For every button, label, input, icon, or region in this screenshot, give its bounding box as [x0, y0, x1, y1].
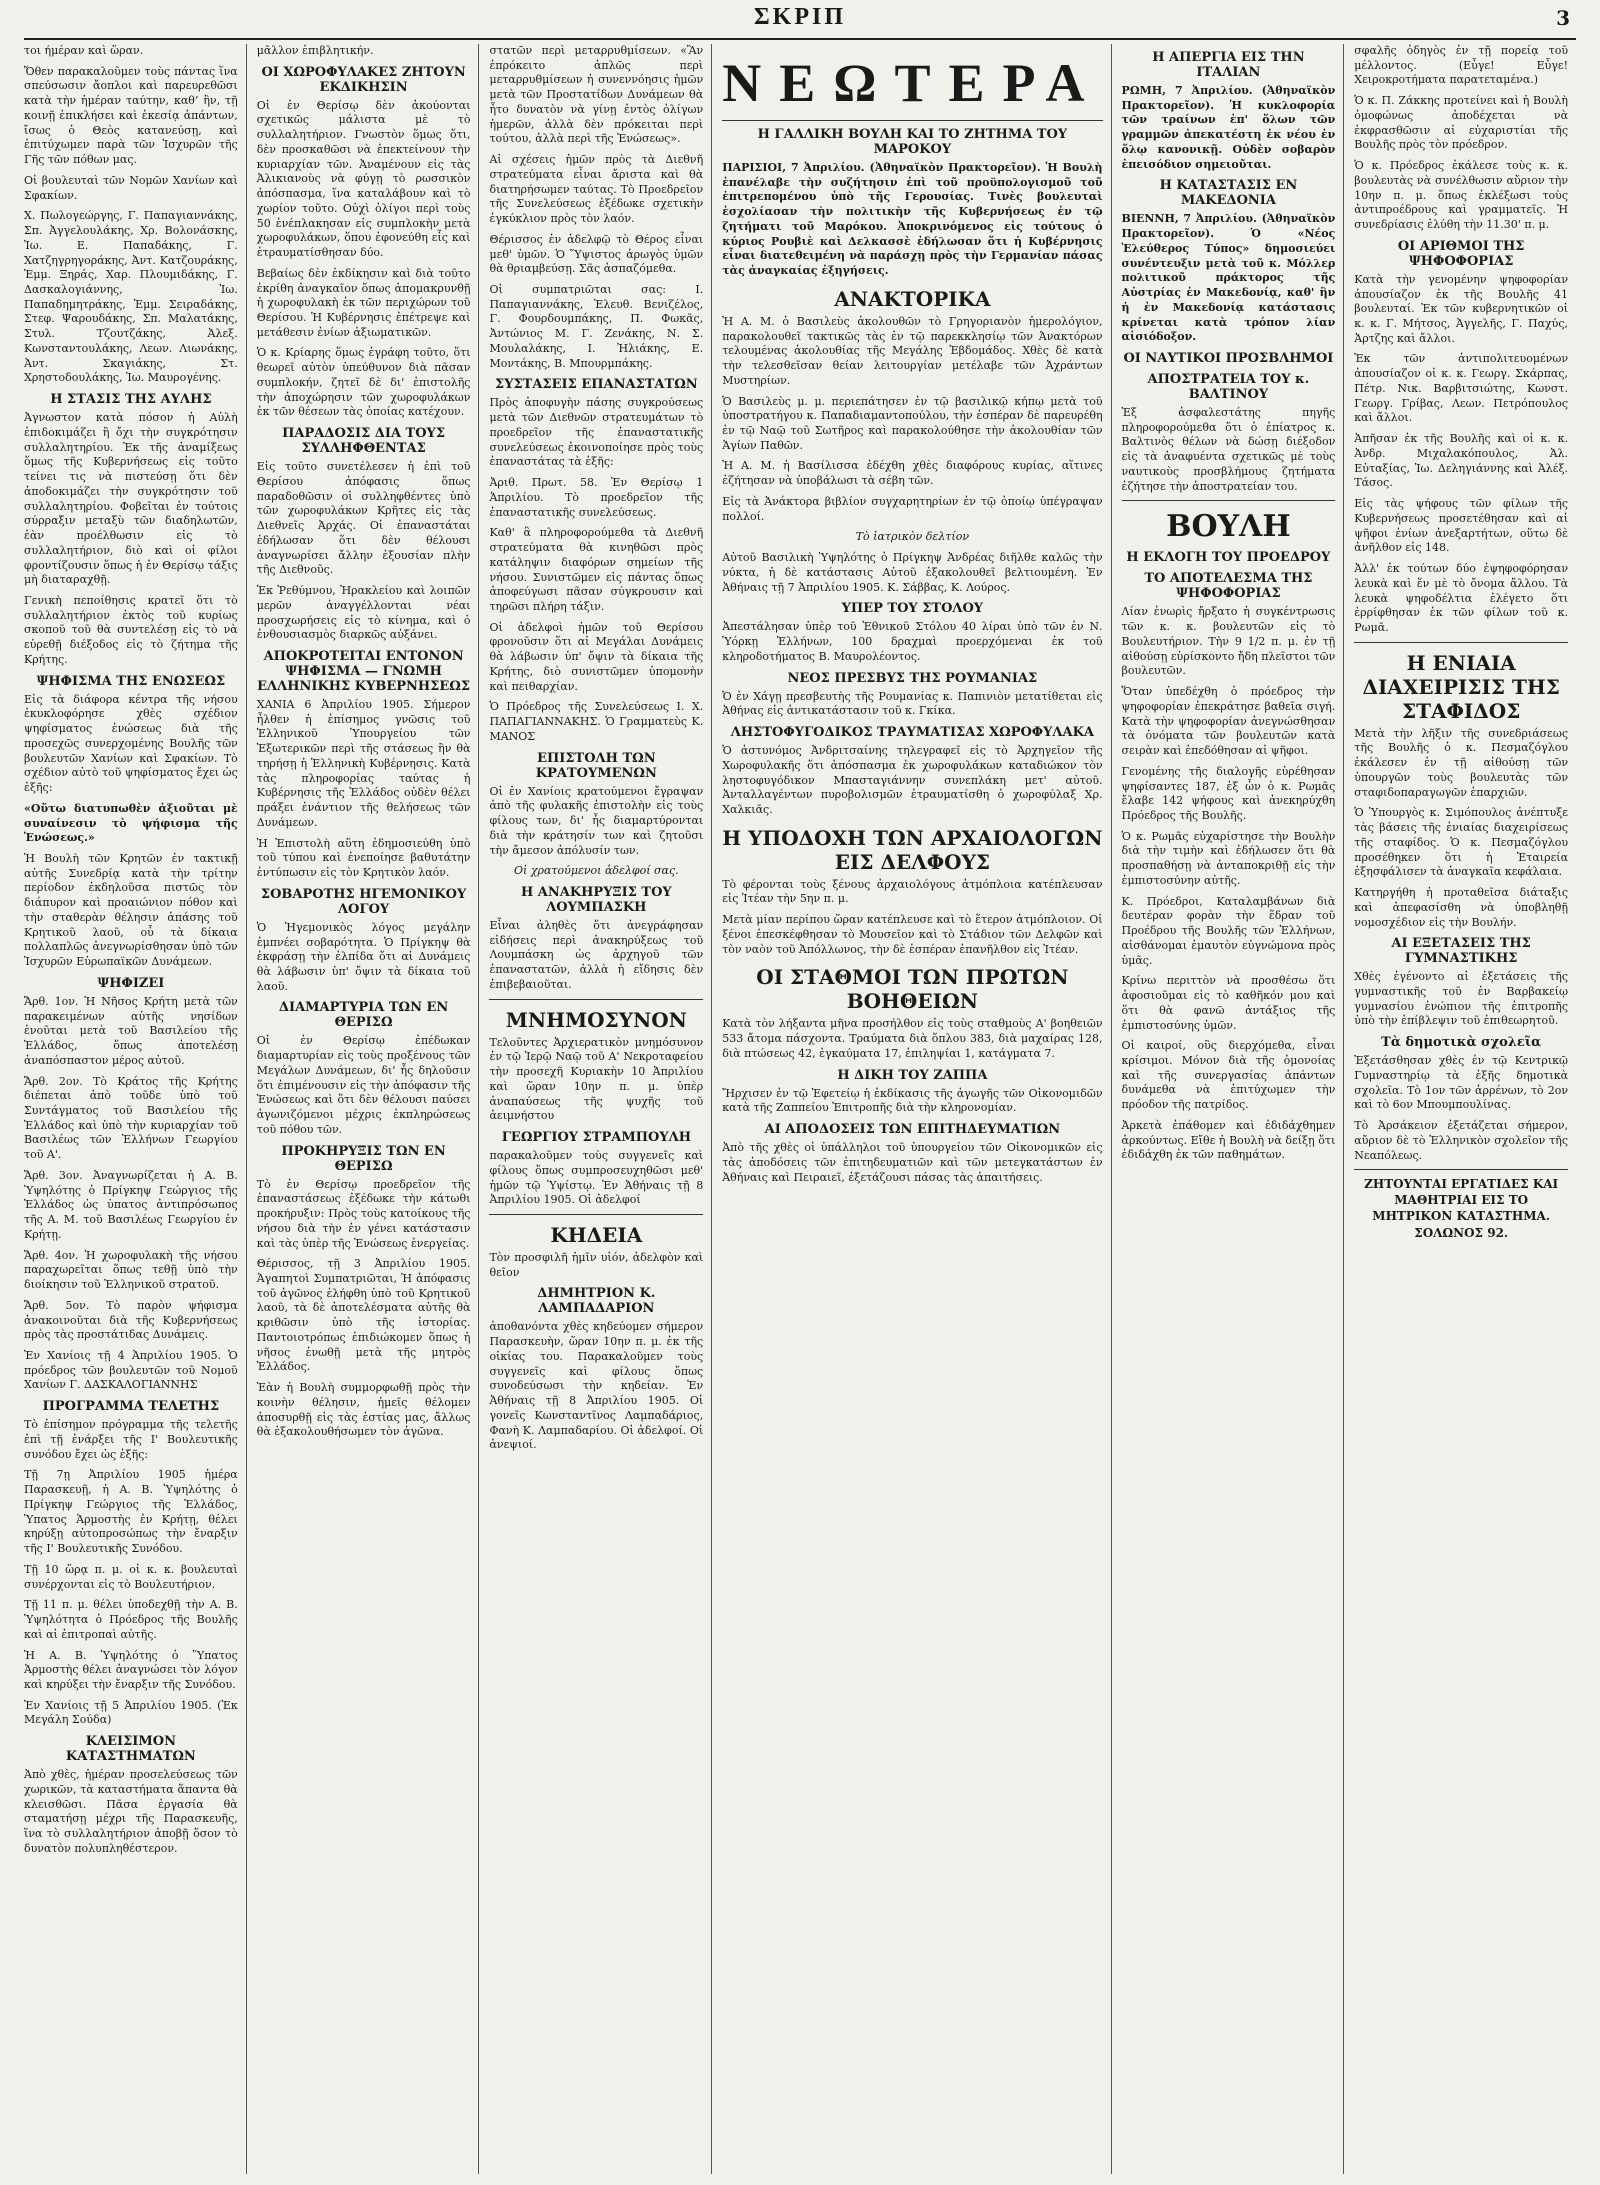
- article-text: Εἶναι ἀληθὲς ὅτι ἀνεγράφησαν εἰδήσεις περὶ ἀνακηρύξεως τοῦ Λουμπάσκη ὡς ἀρχηγοῦ τῶν ἐπαναστατῶν, ἀλλὰ ἡ εἴδησις δὲν ἐπιβεβαιοῦται.: [489, 918, 704, 991]
- headline: ΚΛΕΙΣΙΜΟΝ ΚΑΤΑΣΤΗΜΑΤΩΝ: [65, 1734, 196, 1765]
- masthead: [24, 0, 1576, 40]
- section-title: ΝΕΩΤΕΡΑ: [722, 53, 1103, 113]
- headline: ΚΗΔΕΙΑ: [550, 1223, 643, 1247]
- headline: Η ΚΑΤΑΣΤΑΣΙΣ ΕΝ ΜΑΚΕΔΟΝΙΑ: [1159, 178, 1298, 209]
- headline: ΑΠΟΣΤΡΑΤΕΙΑ ΤΟΥ κ. ΒΑΛΤΙΝΟΥ: [1147, 372, 1310, 403]
- article-text: ΧΑΝΙΑ 6 Ἀπριλίου 1905. Σήμερον ἦλθεν ἡ ἐπίσημος γνῶσις τοῦ Ἑλληνικοῦ Ὑπουργείου τῶν Ἐξωτερικῶν περὶ τῆς στάσεως ἣν θὰ τηρήσῃ ἡ Ἑλληνικὴ Κυβέρνησις. Κατὰ τὰς πληροφορίας ταύτας ἡ Κυβέρνησις τῆς Ἑλλάδος οὐδὲν θέλει πράξει ἐνάντιον τῆς θελήσεως τῶν Δυνάμεων.: [256, 697, 471, 829]
- article-text: Ἀπῆσαν ἐκ τῆς Βουλῆς καὶ οἱ κ. κ. Ἀνδρ. Μιχαλακόπουλος, Ἀλ. Εὐταξίας, Ἰω. Δεληγιάννης καὶ Ἀλέξ. Τάσος.: [1354, 432, 1569, 490]
- article-text: Ὁ Ὑπουργὸς κ. Σιμόπουλος ἀνέπτυξε τὰς βάσεις τῆς ἐνιαίας διαχειρίσεως τῆς σταφίδος. Ὁ κ. Πεσμαζόγλου προσέθηκεν ὅτι ἡ Ἑταιρεία ἐξησφάλισεν τὰ ἀναγκαῖα κεφάλαια.: [1354, 806, 1569, 879]
- article-text: Τὸ ἐπίσημον πρόγραμμα τῆς τελετῆς ἐπὶ τῇ ἐνάρξει τῆς Ι' Βουλευτικῆς συνόδου ἔχει ὡς ἑξῆς:: [24, 1418, 238, 1461]
- headline: ΜΝΗΜΟΣΥΝΟΝ: [505, 1007, 687, 1032]
- article-text: Αὐτοῦ Βασιλικὴ Ὑψηλότης ὁ Πρίγκηψ Ἀνδρέας διῆλθε καλῶς τὴν νύκτα, ἡ δὲ κατάστασις Αὐτοῦ ἐξακολουθεῖ βελτιουμένη. Ἐν Ἀθήναις τῇ 7 Ἀπριλίου 1905. Κ. Σάββας, Κ. Λούρος.: [722, 551, 1103, 594]
- headline: Η ΑΠΕΡΓΙΑ ΕΙΣ ΤΗΝ ΙΤΑΛΙΑΝ: [1152, 50, 1305, 80]
- columns: [24, 44, 1576, 2174]
- divider: [1354, 1169, 1568, 1170]
- article-text: Ἡ Α. Μ. ἡ Βασίλισσα ἐδέχθη χθὲς διαφόρους κυρίας, αἵτινες ἐζήτησαν νὰ ὑποβάλωσι τὰ σέβη τῶν.: [722, 459, 1103, 488]
- article-text: Κατὰ τὸν λήξαντα μῆνα προσήλθον εἰς τοὺς σταθμοὺς Α' βοηθειῶν 533 ἄτομα πάσχοντα. Τραύματα διὰ ὅπλου 383, διὰ μαχαίρας 128, διὰ πτώσεως 42, ἐγκαύματα 17, ἐπιληψίαι 1, κατάγματα 7.: [722, 1017, 1103, 1060]
- newspaper-title: ΣΚΡΙΠ: [753, 4, 847, 30]
- article-text: Ὁ ἀστυνόμος Ἀνδριτσαίνης τηλεγραφεῖ εἰς τὸ Ἀρχηγεῖον τῆς Χωροφυλακῆς ὅτι ἀπόσπασμα ἐκ χωροφυλάκων καταδιώκον τὸν ληστοφυγόδικον Μπασταγιάννην συνεπλάκη μετ' αὐτοῦ. Ἀνταλλαγέντων πυροβολισμῶν ἐτραυματίσθη ὁ χωροφύλαξ Χρ. Χαλκιᾶς.: [722, 744, 1103, 816]
- page-number: 3: [1556, 6, 1570, 30]
- headline: ΠΡΟΚΗΡΥΞΙΣ ΤΩΝ ΕΝ ΘΕΡΙΣΩ: [281, 1143, 446, 1174]
- headline: ΑΙ ΑΠΟΔΟΣΕΙΣ ΤΩΝ ΕΠΙΤΗΔΕΥΜΑΤΙΩΝ: [764, 1122, 1061, 1138]
- headline: ΣΥΣΤΑΣΕΙΣ ΕΠΑΝΑΣΤΑΤΩΝ: [495, 377, 698, 393]
- article-text: Ἐκ τῶν ἀντιπολιτευομένων ἀπουσίαζον οἱ κ. κ. Γεωργ. Σκάρπας, Πέτρ. Νικ. Βαρβιτσιώτης, Κωνστ. Γεωργ. Γρίβας, Λεων. Πετρόπουλος καὶ ἄλλοι.: [1354, 352, 1569, 425]
- article-text: παρακαλοῦμεν τοὺς συγγενεῖς καὶ φίλους ὅπως συμπροσευχηθῶσι μεθ' ἡμῶν τῷ Ὑψίστῳ. Ἐν Ἀθήναις τῇ 8 Ἀπριλίου 1905. Οἱ ἀδελφοί: [489, 1149, 704, 1207]
- article-text: Ἀγνωστον κατὰ πόσον ἡ Αὐλὴ ἐπιδοκιμάζει ἢ ὄχι τὴν συγκρότησιν συλλαλητηρίου. Ἐκ τῆς ἀναμίξεως ὅμως τῆς Κυβερνήσεως εἰς τοῦτο τείνει τις νὰ πιστεύσῃ ὅτι δὲν ἀποδοκιμάζει τὴν συγκρότησιν τοῦ συλλαλητηρίου. Φοβεῖται ἐν τούτοις σύρραξιν μεταξὺ τῶν διαδηλωτῶν, ἐὰν προέλθωσιν εἰς τὸ συλλαλητήριον, διὸ καὶ οἱ φίλοι φροντίζουσιν ὅπως ἡ ἐν Θερίσῳ τάξις μὴ διαταραχθῇ.: [24, 411, 238, 587]
- article-text: Ἄρθ. 2ον. Τὸ Κράτος τῆς Κρήτης διέπεται ἀπὸ τοῦδε ὑπὸ τοῦ Συντάγματος τοῦ Βασιλείου τῆς Ἑλλάδος καὶ ὑπὸ τὴν κυριαρχίαν τοῦ Βασιλέως τῶν Ἑλλήνων Γεωργίου τοῦ Α'.: [24, 1074, 238, 1162]
- article-text: Ἡ Ἐπιστολὴ αὕτη ἐδημοσιεύθη ὑπὸ τοῦ τύπου καὶ ἐνεποίησε βαθυτάτην ἐντύπωσιν εἰς τὸν Κρητικὸν λαόν.: [256, 836, 471, 880]
- headline: ΔΙΑΜΑΡΤΥΡΙΑ ΤΩΝ ΕΝ ΘΕΡΙΣΩ: [278, 1000, 449, 1031]
- headline: ΨΗΦΙΣΜΑ ΤΗΣ ΕΝΩΣΕΩΣ: [36, 673, 226, 689]
- article-text: Θέρισσος, τῇ 3 Ἀπριλίου 1905. Ἀγαπητοὶ Συμπατριῶται, Ἡ ἀπόφασις τοῦ ἀγῶνος ἐλήφθη ὑπὸ τοῦ Κρητικοῦ λαοῦ, τὰ δὲ ἀποτελέσματα αὐτῆς θὰ κριθῶσιν ὑπὸ τῆς ἱστορίας. Παντοιοτρόπως ἐπιδιώκομεν ὅπως ἡ νῆσος ἑνωθῇ μετὰ τῆς μητρὸς Ἑλλάδος.: [256, 1257, 471, 1374]
- article-text: Τὸ ἐν Θερίσῳ προεδρεῖον τῆς ἐπαναστάσεως ἐξέδωκε τὴν κάτωθι προκήρυξιν: Πρὸς τοὺς κατοίκους τῆς νήσου διὰ τὴν ἐν γένει κατάστασιν καὶ τὰς ὑπὲρ τῆς Ἑνώσεως ἐνεργείας.: [256, 1177, 471, 1250]
- article-text: Ἐξ ἀσφαλεστάτης πηγῆς πληροφορούμεθα ὅτι ὁ ἐπίατρος κ. Βαλτινὸς θέλων νὰ δώσῃ διέξοδον εἰς τὰ ἀναφυέντα σχετικῶς μὲ τοὺς ναυτικοὺς προσβλήμους ζητήματα ἐζήτησε τὴν ἀποστρατείαν του.: [1121, 406, 1336, 493]
- headline: ΠΑΡΑΔΟΣΙΣ ΔΙΑ ΤΟΥΣ ΣΥΛΛΗΦΘΕΝΤΑΣ: [282, 426, 446, 457]
- advertisement: ΖΗΤΟΥΝΤΑΙ ΕΡΓΑΤΙΔΕΣ ΚΑΙ ΜΑΘΗΤΡΙΑΙ ΕΙΣ ΤΟ ΜΗΤΡΙΚΟΝ ΚΑΤΑΣΤΗΜΑ. ΣΟΛΩΝΟΣ 92.: [1364, 1177, 1559, 1240]
- article-text: Ἐξετάσθησαν χθὲς ἐν τῷ Κεντρικῷ Γυμναστηρίῳ τὰ ἑξῆς δημοτικὰ σχολεῖα. Τὸ 1ον τῶν ἀρρένων, τὸ 2ον καὶ τὸ 6ον Μπουμπουλίνας.: [1354, 1054, 1569, 1112]
- article-text: Αἱ σχέσεις ἡμῶν πρὸς τὰ Διεθνῆ στρατεύματα εἶναι ἄριστα καὶ θὰ διατηρήσωμεν ταύτας. Τὸ Προεδρεῖον τῆς Συνελεύσεως ἐξέδωκε σχετικὴν ἐγκύκλιον πρὸς τὸν λαόν.: [489, 153, 704, 226]
- article-text: Εἰς τὰς ψήφους τῶν φίλων τῆς Κυβερνήσεως προσετέθησαν καὶ αἱ ψῆφοι ἐνίων ἀνεξαρτήτων, οὕτω δὲ ἀνῆλθον εἰς 148.: [1354, 497, 1569, 555]
- column-3: [489, 44, 712, 2174]
- headline: Η ΑΝΑΚΗΡΥΞΙΣ ΤΟΥ ΛΟΥΜΠΑΣΚΗ: [520, 884, 672, 915]
- article-text: Χθὲς ἐγένοντο αἱ ἐξετάσεις τῆς γυμναστικῆς τοῦ ἐν Βαρβακείῳ γυμνασίου ἐνώπιον τῆς ἐπιτροπῆς ὑπὸ τὴν ἐπίβλεψιν τοῦ ἐπιθεωρητοῦ.: [1354, 970, 1569, 1028]
- article-text: Ὁ Πρόεδρος τῆς Συνελεύσεως Ι. Χ. ΠΑΠΑΓΙΑΝΝΑΚΗΣ. Ὁ Γραμματεὺς Κ. ΜΑΝΟΣ: [489, 700, 704, 743]
- headline: ΛΗΣΤΟΦΥΓΟΔΙΚΟΣ ΤΡΑΥΜΑΤΙΣΑΣ ΧΩΡΟΦΥΛΑΚΑ: [730, 725, 1094, 741]
- article-text: Μετὰ τὴν λῆξιν τῆς συνεδριάσεως τῆς Βουλῆς ὁ κ. Πεσμαζόγλου ἐκάλεσεν ἐν τῇ αἰθούσῃ τῶν ὑπουργῶν τοὺς βουλευτὰς τῶν σταφιδοπαραγωγῶν ἐπαρχιῶν.: [1354, 726, 1569, 799]
- article-text: Κατηργήθη ἡ προταθεῖσα διάταξις καὶ ἀπεφασίσθη νὰ ὑποβληθῇ νομοσχέδιον εἰς τὴν Βουλήν.: [1354, 886, 1569, 929]
- headline: Η ΥΠΟΔΟΧΗ ΤΩΝ ΑΡΧΑΙΟΛΟΓΩΝ ΕΙΣ ΔΕΛΦΟΥΣ: [722, 825, 1103, 874]
- article-text: Πρὸς ἀποφυγὴν πάσης συγκρούσεως μετὰ τῶν Διεθνῶν στρατευμάτων τὸ προεδρεῖον τῆς ἐπαναστατικῆς συνελεύσεως ἐκοινοποίησε πρὸς τοὺς ἐπαναστάτας τὰ ἑξῆς:: [489, 396, 704, 469]
- article-text: στατῶν περὶ μεταρρυθμίσεων. «Ἂν ἐπρόκειτο ἁπλῶς περὶ μεταρρυθμίσεων ἡ συνεννόησις ἡμῶν μετὰ τῶν Προστατίδων Δυνάμεων θὰ ἦτο δυνατὸν νὰ γίνῃ ἐντὸς ὀλίγων ἡμερῶν, ἀλλὰ δὲν πρόκειται περὶ τούτου, ἀλλὰ περὶ τῆς Ἑνώσεως».: [489, 44, 704, 146]
- headline: ΑΠΟΚΡΟΤΕΙΤΑΙ ΕΝΤΟΝΟΝ ΨΗΦΙΣΜΑ — ΓΝΩΜΗ ΕΛΛΗΝΙΚΗΣ ΚΥΒΕΡΝΗΣΕΩΣ: [257, 648, 471, 694]
- headline: Η ΕΚΛΟΓΗ ΤΟΥ ΠΡΟΕΔΡΟΥ: [1126, 550, 1331, 566]
- article-text: Ἀριθ. Πρωτ. 58. Ἐν Θερίσῳ 1 Ἀπριλίου. Τὸ προεδρεῖον τῆς ἐπαναστατικῆς συνελεύσεως.: [489, 476, 704, 519]
- article-text: Οἱ βουλευταὶ τῶν Νομῶν Χανίων καὶ Σφακίων.: [24, 173, 238, 202]
- article-text: Ἤρχισεν ἐν τῷ Ἐφετείῳ ἡ ἐκδίκασις τῆς ἀγωγῆς τῶν Οἰκονομιδῶν κατὰ τῆς Ζαππείου Ἐπιτροπῆς διὰ τὴν κληρονομίαν.: [722, 1086, 1103, 1115]
- article-text: Τὸ φέρονται τοὺς ξένους ἀρχαιολόγους ἀτμόπλοια κατέπλευσαν εἰς Ἰτέαν τὴν 5ην π. μ.: [722, 877, 1103, 906]
- article-text: Τῇ 10 ὥρᾳ π. μ. οἱ κ. κ. βουλευταὶ συνέρχονται εἰς τὸ Βουλευτήριον.: [24, 1562, 238, 1591]
- article-text: Γενομένης τῆς διαλογῆς εὑρέθησαν ψηφίσαντες 187, ἐξ ὧν ὁ κ. Ρωμᾶς ἔλαβε 142 ψήφους καὶ ἀνεκηρύχθη Πρόεδρος τῆς Βουλῆς.: [1121, 764, 1336, 822]
- article-text: Γενικὴ πεποίθησις κρατεῖ ὅτι τὸ συλλαλητήριον ἐκτὸς τοῦ κυρίως σκοποῦ τοῦ θὰ συντελέσῃ εἰς τὸ νὰ εὑρεθῇ διέξοδος εἰς τὸ ζήτημα τῆς Κρήτης.: [24, 593, 238, 666]
- article-text: Ἐὰν ἡ Βουλὴ συμμορφωθῇ πρὸς τὴν κοινὴν θέλησιν, ἡμεῖς θέλομεν ἀποσυρθῇ εἰς τὰς ἑστίας μας, ἄλλως θὰ ἐξακολουθήσωμεν τὸν ἀγῶνα.: [256, 1381, 471, 1439]
- article-text: σφαλῆς ὁδηγὸς ἐν τῇ πορείᾳ τοῦ μέλλοντος. (Εὖγε! Εὖγε! Χειροκροτήματα παρατεταμένα.): [1354, 44, 1569, 87]
- article-text: ἀποθανόντα χθὲς κηδεύομεν σήμερον Παρασκευὴν, ὥραν 10ην π. μ. ἐκ τῆς οἰκίας του. Παρακαλοῦμεν τοὺς συγγενεῖς καὶ φίλους ὅπως συνοδεύσωσι τὴν κηδείαν. Ἐν Ἀθήναις τῇ 8 Ἀπριλίου 1905. Οἱ γονεῖς Κωνσταντῖνος Λαμπαδάριος, Φανὴ Κ. Λαμπαδαρίου. Οἱ ἀδελφοί. Οἱ ἀνεψιοί.: [489, 1320, 704, 1452]
- column-4: [722, 44, 1111, 2174]
- article-text: Οἱ καιροί, οὓς διερχόμεθα, εἶναι κρίσιμοι. Μόνον διὰ τῆς ὁμονοίας καὶ τῆς συνεργασίας ἁπάντων δυνάμεθα νὰ ἐπιτύχωμεν τὴν πρόοδον τῆς πατρίδος.: [1121, 1039, 1336, 1112]
- column-2: [257, 44, 480, 2174]
- article-text: Ἀπὸ χθὲς, ἡμέραν προσελεύσεως τῶν χωρικῶν, τὰ καταστήματα ἅπαντα θὰ κλεισθῶσι. Πᾶσα ἐργασία θὰ σταματήσῃ μέχρι τῆς Παρασκευῆς, ἵνα τὸ συλλαλητήριον ἀποβῇ ὅσον τὸ δυνατὸν πολυπληθέστερον.: [24, 1768, 238, 1855]
- article-text: Μετὰ μίαν περίπου ὥραν κατέπλευσε καὶ τὸ ἕτερον ἀτμόπλοιον. Οἱ ξένοι ἐπεσκέφθησαν τὸ Μουσεῖον καὶ τὸ Στάδιον τῶν Δελφῶν καὶ τὸν ναὸν τοῦ Ἀπόλλωνος, τὴν δὲ ἑσπέραν ἐπανῆλθον εἰς Ἰτέαν.: [722, 913, 1103, 956]
- headline: ΔΗΜΗΤΡΙΟΝ Κ. ΛΑΜΠΑΔΑΡΙΟΝ: [537, 1286, 656, 1317]
- headline: ΨΗΦΙΖΕΙ: [97, 975, 165, 991]
- article-text: Ὁ Βασιλεὺς μ. μ. περιεπάτησεν ἐν τῷ βασιλικῷ κήπῳ μετὰ τοῦ ὑποστρατήγου κ. Παπαδιαμαντοπούλου, τὴν ἑσπέραν δὲ παρευρέθη ἐν τῷ Ναῷ τοῦ Σωτῆρος καὶ παρακολούθησε τὴν ἀκολουθίαν τῶν Ἁγίων Παθῶν.: [722, 394, 1103, 452]
- divider: [1354, 642, 1568, 643]
- article-text: Ἀπεστάλησαν ὑπὲρ τοῦ Ἐθνικοῦ Στόλου 40 λίραι ὑπὸ τῶν ἐν Ν. Ὑόρκῃ Ἑλλήνων, 100 δραχμαὶ προερχόμεναι ἐκ τοῦ κληροδοτήματος Β. Μαυρολέοντος.: [722, 620, 1103, 663]
- headline: ΤΟ ΑΠΟΤΕΛΕΣΜΑ ΤΗΣ ΨΗΦΟΦΟΡΙΑΣ: [1144, 571, 1313, 602]
- article-text: Κρίνω περιττὸν νὰ προσθέσω ὅτι ἀφοσιοῦμαι εἰς τὸ καθῆκόν μου καὶ ὅτι θὰ φανῶ ἀντάξιος τῆς ἐμπιστοσύνης ὑμῶν.: [1121, 974, 1336, 1032]
- column-6: [1354, 44, 1576, 2174]
- article-text: Ἐν Χανίοις τῇ 5 Ἀπριλίου 1905. (Ἐκ Μεγάλη Σούδα): [24, 1698, 238, 1727]
- headline: ΑΙ ΕΞΕΤΑΣΕΙΣ ΤΗΣ ΓΥΜΝΑΣΤΙΚΗΣ: [1391, 936, 1531, 967]
- article-text: Οἱ συμπατριῶται σας: Ι. Παπαγιαννάκης, Ἐλευθ. Βενιζέλος, Γ. Φουρδουμπάκης, Π. Φωκᾶς, Ἀντώνιος Μ. Γ. Ζενάκης, Ν. Σ. Μουλαλάκης, Ι. Ἠλιάκης, Ε. Μοντάκης, Β. Μπουρμπάκης.: [489, 283, 704, 370]
- article-text: ΠΑΡΙΣΙΟΙ, 7 Ἀπριλίου. (Ἀθηναϊκὸν Πρακτορεῖον). Ἡ Βουλὴ ἐπανέλαβε τὴν συζήτησιν ἐπὶ τοῦ προϋπολογισμοῦ τοῦ ἐπιτρεπομένου ὑπὸ τῆς Γερουσίας. Τινὲς βουλευταὶ ἐσχολίασαν τὴν πολιτικὴν τῆς Κυβερνήσεως ἐν τῷ ζητήματι τοῦ Μαρόκου. Ἀποκρινόμενος εἰς τούτους ὁ κύριος Ρουβιὲ καὶ Δελκασσὲ ἐδήλωσαν ὅτι ἡ Κυβέρνησις εἶναι διατεθειμένη νὰ παράσχῃ πρὸς τὴν Γερμανίαν πάσας τὰς ἀναγκαίας ἐξηγήσεις.: [722, 161, 1103, 278]
- article-text: Ἄρθ. 3ον. Ἀναγνωρίζεται ἡ Α. Β. Ὑψηλότης ὁ Πρίγκηψ Γεώργιος τῆς Ἑλλάδος ὡς ὑπατος ἀντιπρόσωπος τῆς Α. Μ. τοῦ Βασιλέως Γεωργίου ἐν Κρήτῃ.: [24, 1168, 238, 1241]
- article-text: Βεβαίως δὲν ἐκδίκησιν καὶ διὰ τοῦτο ἐκρίθη ἀναγκαῖον ὅπως ἀπομακρυνθῇ ἡ χωροφυλακὴ ἐκ τῶν περιχώρων τοῦ Θερίσου. Ἡ Κυβέρνησις ἐπέτρεψε καὶ μετάθεσιν ἐνίων ἀξιωματικῶν.: [256, 266, 471, 339]
- article-text: Ὅθεν παρακαλοῦμεν τοὺς πάντας ἵνα σπεύσωσιν ἄοπλοι καὶ παρευρεθῶσι κατὰ τὴν ἡμέραν ταύτην, καθ’ ἣν, τῇ κοινῇ ἐπικλήσει καὶ ἐκεσίᾳ ἁπάντων, ἴσως ὁ Θεὸς κατανεύσῃ, καὶ ἐπιτύχωμεν παρὰ τῶν Ἰσχυρῶν τῆς Γῆς τῶν πόθων μας.: [24, 64, 238, 167]
- article-text: Κ. Πρόεδροι, Καταλαμβάνων διὰ δευτέραν φορὰν τὴν ἕδραν τοῦ Προέδρου τῆς Βουλῆς τῶν Ἑλλήνων, αἰσθάνομαι ἐμαυτὸν εὐγνώμονα πρὸς ὑμᾶς.: [1121, 894, 1336, 967]
- article-text: Οἱ ἐν Θερίσῳ δὲν ἀκούονται σχετικῶς μάλιστα μὲ τὸ συλλαλητήριον. Γνωστὸν ὅμως ὅτι, δὲν προσκαθῶσι νὰ ἐπεκτείνουν τὴν κυριαρχίαν τῶν. Ἀναμένουν εἰς τὰς Ἀλικιανοὺς νὰ φύγῃ τὸ ρωσσικὸν ἀπόσπασμα, ἵνα καταλάβουν καὶ τὸ χωρίον τοῦτο. Οὐχὶ ὀλίγοι περὶ τοὺς 50 ἐνέπλακησαν εἰς συμπλοκὴν μετὰ χωροφυλάκων, ὅπου ἐφονεύθη εἷς καὶ ἐτραυματίσθησαν δύο.: [256, 98, 471, 260]
- article-text: Ἡ Βουλὴ τῶν Κρητῶν ἐν τακτικῇ αὐτῆς Συνεδρίᾳ κατὰ τὴν τρίτην περίοδον ἐκδηλοῦσα πιστῶς τὸν διάπυρον καὶ προαιώνιον πόθον καὶ τὴν σταθερὰν θέλησιν ἁπάσης τοῦ Κρητικοῦ λαοῦ, οὗ τὰ δίκαια πολλαπλῶς ἀνεγνωρίσθησαν ὑπὸ τῶν Ἰσχυρῶν Εὐρωπαϊκῶν Δυνάμεων.: [24, 851, 238, 969]
- article-text: Τῇ 11 π. μ. θέλει ὑποδεχθῇ τὴν Α. Β. Ὑψηλότητα ὁ Πρόεδρος τῆς Βουλῆς καὶ αἱ ἐπιτροπαὶ αὐτῆς.: [24, 1598, 238, 1641]
- article-text: Ἄρθ. 4ον. Ἡ χωροφυλακὴ τῆς νήσου παραχωρεῖται ὅπως τεθῇ ὑπὸ τὴν διοίκησιν τοῦ Ἑλληνικοῦ στρατοῦ.: [24, 1248, 238, 1292]
- headline: ΟΙ ΝΑΥΤΙΚΟΙ ΠΡΟΣΒΛΗΜΟΙ: [1123, 351, 1334, 367]
- column-5: [1122, 44, 1345, 2174]
- article-text: Καθ' ἃ πληροφορούμεθα τὰ Διεθνῆ στρατεύματα θὰ κινηθῶσι πρὸς κατάληψιν διαφόρων σημείων τῆς νήσου. Συνιστῶμεν εἰς πάντας ὅπως ἀποφεύγωσι πᾶσαν σύγκρουσιν καὶ τηρῶσι πλήρη τάξιν.: [489, 526, 704, 613]
- divider: [1122, 500, 1336, 501]
- article-text: «Οὕτω διατυπωθὲν ἀξιοῦται μὲ συναίνεσιν τὸ ψήφισμα τῆς Ἑνώσεως.»: [24, 801, 238, 845]
- article-text: Ἐκ Ῥεθύμνου, Ἡρακλείου καὶ λοιπῶν μερῶν ἀναγγέλλονται νέαι προσχωρήσεις εἰς τὸ κίνημα, καὶ ὁ ἐνθουσιασμὸς διαρκῶς αὐξάνει.: [256, 584, 471, 642]
- article-text: Ἐν Χανίοις τῇ 4 Ἀπριλίου 1905. Ὁ πρόεδρος τῶν βουλευτῶν τοῦ Νομοῦ Χανίων Γ. ΔΑΣΚΑΛΟΓΙΑΝΝΗΣ: [24, 1349, 238, 1392]
- article-text: Οἱ χρατούμενοι ἀδελφοί σας.: [514, 864, 679, 878]
- article-text: Οἱ ἐν Χανίοις κρατούμενοι ἔγραψαν ἀπὸ τῆς φυλακῆς ἐπιστολὴν εἰς τοὺς φίλους των, δι' ἧς διαμαρτύρονται διὰ τὴν κράτησίν των καὶ ζητοῦσι τὴν ἄμεσον ἀπόλυσίν των.: [489, 784, 704, 857]
- article-text: Ἄρθ. 5ον. Τὸ παρὸν ψήφισμα ἀνακοινοῦται διὰ τῆς Κυβερνήσεως πρὸς τὰς προστάτιδας Δυνάμεις.: [24, 1298, 238, 1342]
- divider: [489, 999, 703, 1000]
- article-text: τοι ήμέραν καὶ ὥραν.: [24, 44, 144, 57]
- article-text: Τὸ Ἀρσάκειον ἐξετάζεται σήμερον, αὔριον δὲ τὸ Ἑλληνικὸν σχολεῖον τῆς Νεαπόλεως.: [1354, 1119, 1569, 1162]
- article-text: Ἄρθ. 1ον. Ἡ Νῆσος Κρήτη μετὰ τῶν παρακειμένων αὐτῆς νησίδων ἑνοῦται μετὰ τοῦ Βασιλείου τῆς Ἑλλάδος, ὅπως ἀποτελέσῃ ἀναπόσπαστον μέρος αὐτοῦ.: [24, 994, 238, 1067]
- column-1: [24, 44, 247, 2174]
- article-text: ΡΩΜΗ, 7 Ἀπριλίου. (Ἀθηναϊκὸν Πρακτορεῖον). Ἡ κυκλοφορία τῶν τραίνων ἐπ' ὅλων τῶν γραμμῶν ἀπεκατέστη ἐκ νέου ἐν ὅλῳ κανονικῇ. Οὐδὲν σοβαρὸν ἐπεισόδιον σημειοῦται.: [1121, 84, 1336, 171]
- headline: ΥΠΕΡ ΤΟΥ ΣΤΟΛΟΥ: [841, 601, 984, 617]
- article-text: Ὁ κ. Π. Ζάκκης προτείνει καὶ ἡ Βουλὴ ὁμοφώνως ἀποδέχεται νὰ ἐκφρασθῶσιν αἱ εὐχαριστίαι τῆς Βουλῆς πρὸς τὸν πρόεδρον.: [1354, 94, 1569, 152]
- divider: [489, 1214, 703, 1215]
- article-text: Ὁ κ. Πρόεδρος ἐκάλεσε τοὺς κ. κ. βουλευτὰς νὰ συνέλθωσιν αὔριον τὴν 10ην π. μ. ὅπως ἐκλέξωσι τοὺς ἀντιπροέδρους καὶ γραμματεῖς. Ἡ συνεδρίασις ἐλύθη τὴν 11.30' π. μ.: [1354, 159, 1569, 232]
- article-text: Λίαν ἐνωρὶς ἤρξατο ἡ συγκέντρωσις τῶν κ. κ. βουλευτῶν εἰς τὸ Βουλευτήριον. Τὴν 9 1/2 π. μ. ἐν τῇ αἰθούσῃ εὑρίσκοντο ἤδη πλεῖστοι τῶν βουλευτῶν.: [1121, 605, 1336, 678]
- article-text: Εἰς τὰ διάφορα κέντρα τῆς νήσου ἐκυκλοφόρησε χθὲς σχέδιον ψηφίσματος ἑνώσεως διὰ τῆς προσεχῶς συνερχομένης Βουλῆς τῶν βουλευτῶν Χανίων καὶ Σφακίων. Τὸ σχέδιον αὐτὸ τοῦ ψηφίσματος ἔχει ὡς ἑξῆς:: [24, 692, 238, 795]
- article-text: Τὸ ἰατρικὸν δελτίον: [855, 530, 970, 544]
- article-text: Τῇ 7ῃ Ἀπριλίου 1905 ἡμέρα Παρασκευῇ, ἡ Α. Β. Ὑψηλότης ὁ Πρίγκηψ Γεώργιος τῆς Ἑλλάδος, Ὑπατος Ἁρμοστὴς ἐν Κρήτῃ, θέλει κηρύξῃ αὐτοπροσώπως τὴν ἔναρξιν τῆς Ι' Βουλευτικῆς Συνόδου.: [24, 1468, 238, 1556]
- headline: Η ΣΤΑΣΙΣ ΤΗΣ ΑΥΛΗΣ: [50, 392, 212, 408]
- article-text: Ἀπὸ τῆς χθὲς οἱ ὑπάλληλοι τοῦ ὑπουργείου τῶν Οἰκονομικῶν εἰς τὰς ἀποδόσεις τῶν ἐπιτηδευματιῶν καὶ τῶν μετεγκατάστων ἐν Ἀθήναις καὶ Πειραιεῖ, ἐξετάζουσι πάσας τὰς ἀπαιτήσεις.: [722, 1141, 1103, 1184]
- article-text: μᾶλλον ἐπιβλητικήν.: [256, 44, 374, 57]
- headline: ΝΕΟΣ ΠΡΕΣΒΥΣ ΤΗΣ ΡΟΥΜΑΝΙΑΣ: [787, 670, 1038, 686]
- headline: ΠΡΟΓΡΑΜΜΑ ΤΕΛΕΤΗΣ: [42, 1399, 220, 1415]
- article-text: Τὸν προσφιλῆ ἡμῖν υἱόν, ἀδελφὸν καὶ θεῖον: [489, 1251, 704, 1279]
- article-text: Θέρισσος ἐν ἀδελφῷ τὸ Θέρος εἶναι μεθ' ὑμῶν. Ὁ Ὕψιστος ἀρωγὸς ὑμῶν θὰ θριαμβεύσῃ. Σᾶς ἀσπαζόμεθα.: [489, 232, 704, 276]
- article-text: Ὅταν ὑπεδέχθη ὁ πρόεδρος τὴν ψηφοφορίαν ἐπεκράτησε βαθεῖα σιγή. Κατὰ τὴν ψηφοφορίαν ἀνεγνώσθησαν τὰ ὀνόματα τῶν βουλευτῶν κατὰ σειρὰν καὶ ἐπεδόθησαν αἱ ψῆφοι.: [1121, 685, 1336, 758]
- article-text: Εἰς τοῦτο συνετέλεσεν ἡ ἐπὶ τοῦ Θερίσου ἀπόφασις ὅπως παραδοθῶσιν οἱ συλληφθέντες ὑπὸ τῶν χωροφυλάκων Κρῆτες εἰς τὰς Διεθνεῖς Ἀρχάς. Οἱ ἐπαναστάται ἐδήλωσαν ὅτι δὲν θέλουσι ἀναγνωρίσει ἄλλην ἐξουσίαν πλὴν τῆς Διεθνοῦς.: [256, 460, 471, 577]
- headline: Τὰ δημοτικὰ σχολεῖα: [1381, 1035, 1542, 1051]
- article-text: Ἡ Α. Β. Ὑψηλότης ὁ Ὕπατος Ἁρμοστὴς θέλει ἀναγνώσει τὸν λόγον καὶ κηρύξει τὴν ἔναρξιν τῆς Συνόδου.: [24, 1648, 238, 1691]
- headline: ΑΝΑΚΤΟΡΙΚΑ: [834, 286, 991, 311]
- article-text: Οἱ ἐν Θερίσῳ ἐπέδωκαν διαμαρτυρίαν εἰς τοὺς προξένους τῶν Μεγάλων Δυνάμεων, δι' ἧς δηλοῦσιν ὅτι ἐπιμένουσιν εἰς τὴν ἀπόφασιν τῆς Ἑνώσεως καὶ ὅτι δὲν θέλουσι παύσει ἀγωνιζόμενοι μέχρις ἐκπληρώσεως τοῦ πόθου τῶν.: [256, 1034, 471, 1136]
- article-text: ΒΙΕΝΝΗ, 7 Ἀπριλίου. (Ἀθηναϊκὸν Πρακτορεῖον). Ὁ «Νέος Ἐλεύθερος Τύπος» δημοσιεύει συνέντευξιν μετὰ τοῦ κ. Μόλλερ πολιτικοῦ πράκτορος τῆς Αὐστρίας ἐν Μακεδονίᾳ, καθ' ἣν ἡ ἐν Μακεδονίᾳ κατάστασις κρίνεται κατὰ τρόπον λίαν αἰσιόδοξον.: [1121, 212, 1336, 344]
- headline: ΟΙ ΑΡΙΘΜΟΙ ΤΗΣ ΨΗΦΟΦΟΡΙΑΣ: [1397, 238, 1525, 269]
- headline: ΓΕΩΡΓΙΟΥ ΣΤΡΑΜΠΟΥΛΗ: [501, 1130, 691, 1146]
- article-text: Ὁ κ. Κρίαρης ὅμως ἐγράφη τοῦτο, ὅτι θεωρεῖ αὐτὸν ὑπεύθυνον διὰ πᾶσαν συμπλοκήν, ζητεῖ δὲ δι' ἐπιστολῆς τὴν ἀποχώρησιν τῶν χωροφυλάκων ἐκ τῶν θέσεων τὰς ὁποίας κατέχουν.: [256, 346, 471, 419]
- article-text: Ἀρκετὰ ἐπάθομεν καὶ ἐδιδάχθημεν ἀρκούντως. Εἴθε ἡ Βουλὴ νὰ δείξῃ ὅτι ἐδιδάχθη ἐκ τῶν παθημάτων.: [1121, 1118, 1336, 1162]
- article-text: Εἰς τὰ Ἀνάκτορα βιβλίον συγχαρητηρίων ἐν τῷ ὁποίῳ ὑπέγραψαν πολλοί.: [722, 494, 1103, 523]
- article-text: Ὁ ἐν Χάγῃ πρεσβευτὴς τῆς Ρουμανίας κ. Παπινιὸν μετατίθεται εἰς Ἀθήνας εἰς ἀντικατάστασιν τοῦ κ. Γκίκα.: [722, 689, 1103, 718]
- article-text: Ὁ κ. Ρωμᾶς εὐχαρίστησε τὴν Βουλὴν διὰ τὴν τιμὴν καὶ ἐδήλωσεν ὅτι θὰ προσπαθήσῃ νὰ ἀνταποκριθῇ εἰς τὴν ἐμπιστοσύνην αὐτῆς.: [1121, 829, 1336, 887]
- headline: ΟΙ ΣΤΑΘΜΟΙ ΤΩΝ ΠΡΩΤΩΝ ΒΟΗΘΕΙΩΝ: [756, 965, 1069, 1014]
- article-text: Ὁ Ἡγεμονικὸς λόγος μεγάλην ἐμπνέει σοβαρότητα. Ὁ Πρίγκηψ θὰ ἐκφράσῃ τὴν ἐλπίδα ὅτι αἱ Δυνάμεις θὰ λάβωσιν ὑπ' ὄψιν τὰ δίκαια τοῦ λαοῦ.: [256, 920, 471, 993]
- headline: ΕΠΙΣΤΟΛΗ ΤΩΝ ΚΡΑΤΟΥΜΕΝΩΝ: [535, 750, 657, 781]
- article-text: Ἀλλ' ἐκ τούτων δύο ἐψηφοφόρησαν λευκὰ καὶ ἕν μὲ τὸ ὄνομα ἄλλου. Τὰ λευκὰ ψηφοδέλτια ἐλέγετο ὅτι ἐρρίφθησαν ἐκ τῶν φίλων τοῦ κ. Ρωμᾶ.: [1354, 562, 1569, 634]
- headline: ΣΟΒΑΡΟΤΗΣ ΗΓΕΜΟΝΙΚΟΥ ΛΟΓΟΥ: [260, 886, 467, 917]
- headline: Η ΕΝΙΑΙΑ ΔΙΑΧΕΙΡΙΣΙΣ ΤΗΣ ΣΤΑΦΙΔΟΣ: [1362, 650, 1560, 723]
- article-text: Οἱ ἀδελφοὶ ἡμῶν τοῦ Θερίσου φρονοῦσιν ὅτι αἱ Μεγάλαι Δυνάμεις θὰ λάβωσιν ὑπ' ὄψιν τὰ δίκαια τῆς Κρήτης, διὸ συνιστῶμεν ὑπομονὴν καὶ πειθαρχίαν.: [489, 620, 704, 693]
- headline: ΒΟΥΛΗ: [1166, 509, 1291, 545]
- article-text: Τελοῦντες Ἀρχιερατικὸν μνημόσυνον ἐν τῷ Ἱερῷ Ναῷ τοῦ Α' Νεκροταφείου τὴν προσεχῆ Κυριακὴν 10 Ἀπριλίου καὶ ὥραν 10ην π. μ. ὑπὲρ ἀναπαύσεως τῆς ψυχῆς τοῦ ἀειμνήστου: [489, 1035, 704, 1123]
- article-text: Ἡ Α. Μ. ὁ Βασιλεὺς ἀκολουθῶν τὸ Γρηγοριανὸν ἡμερολόγιον, παρακολουθεῖ τακτικῶς τὰς ἐν τῷ παρεκκλησίῳ τῶν Ἀνακτόρων τελουμένας ἀκολουθίας τῆς Μεγάλης Ἑβδομάδος. Χθὲς δὲ κατὰ τὴν τελεσθεῖσαν θείαν λειτουργίαν μετέλαβε τῶν Ἀχράντων Μυστηρίων.: [722, 314, 1103, 387]
- article-text: Κατὰ τὴν γενομένην ψηφοφορίαν ἀπουσίαζον ἐκ τῆς Βουλῆς 41 βουλευταί. Ἐκ τῶν κυβερνητικῶν οἱ κ. κ. Γ. Μήτσος, Ἀγγελῆς, Γ. Παχύς, Ἀρτζης καὶ ἄλλοι.: [1354, 272, 1569, 345]
- article-text: Χ. Πωλογεώργης, Γ. Παπαγιαννάκης, Σπ. Ἀγγελουλάκης, Χρ. Βολονάσκης, Ἰω. Ε. Παπαδάκης, Γ. Χατζηγρηγοράκης, Ἀντ. Κατζουράκης, Ἐμμ. Ξηράς, Χαρ. Πλουμιδάκης, Γ. Δασκαλογιάννης, Ἰω. Παπαδημητράκης, Ἐμμ. Σειραδάκης, Στεφ. Ψαρουδάκης, Σπ. Μαλατάκης, Στυλ. Τζουτζάκης, Ἀλεξ. Κωνσταντουλάκης, Λεων. Λιωνάκης, Ἀντ. Σκαγιάκης, Στ. Χρηστοδουλάκης, Ἰω. Μαυρογένης.: [24, 209, 238, 385]
- headline: Η ΓΑΛΛΙΚΗ ΒΟΥΛΗ ΚΑΙ ΤΟ ΖΗΤΗΜΑ ΤΟΥ ΜΑΡΟΚΟΥ: [757, 127, 1068, 157]
- headline: Η ΔΙΚΗ ΤΟΥ ΖΑΠΠΑ: [837, 1067, 988, 1083]
- headline: ΟΙ ΧΩΡΟΦΥΛΑΚΕΣ ΖΗΤΟΥΝ ΕΚΔΙΚΗΣΙΝ: [261, 64, 466, 95]
- divider: [722, 120, 1102, 121]
